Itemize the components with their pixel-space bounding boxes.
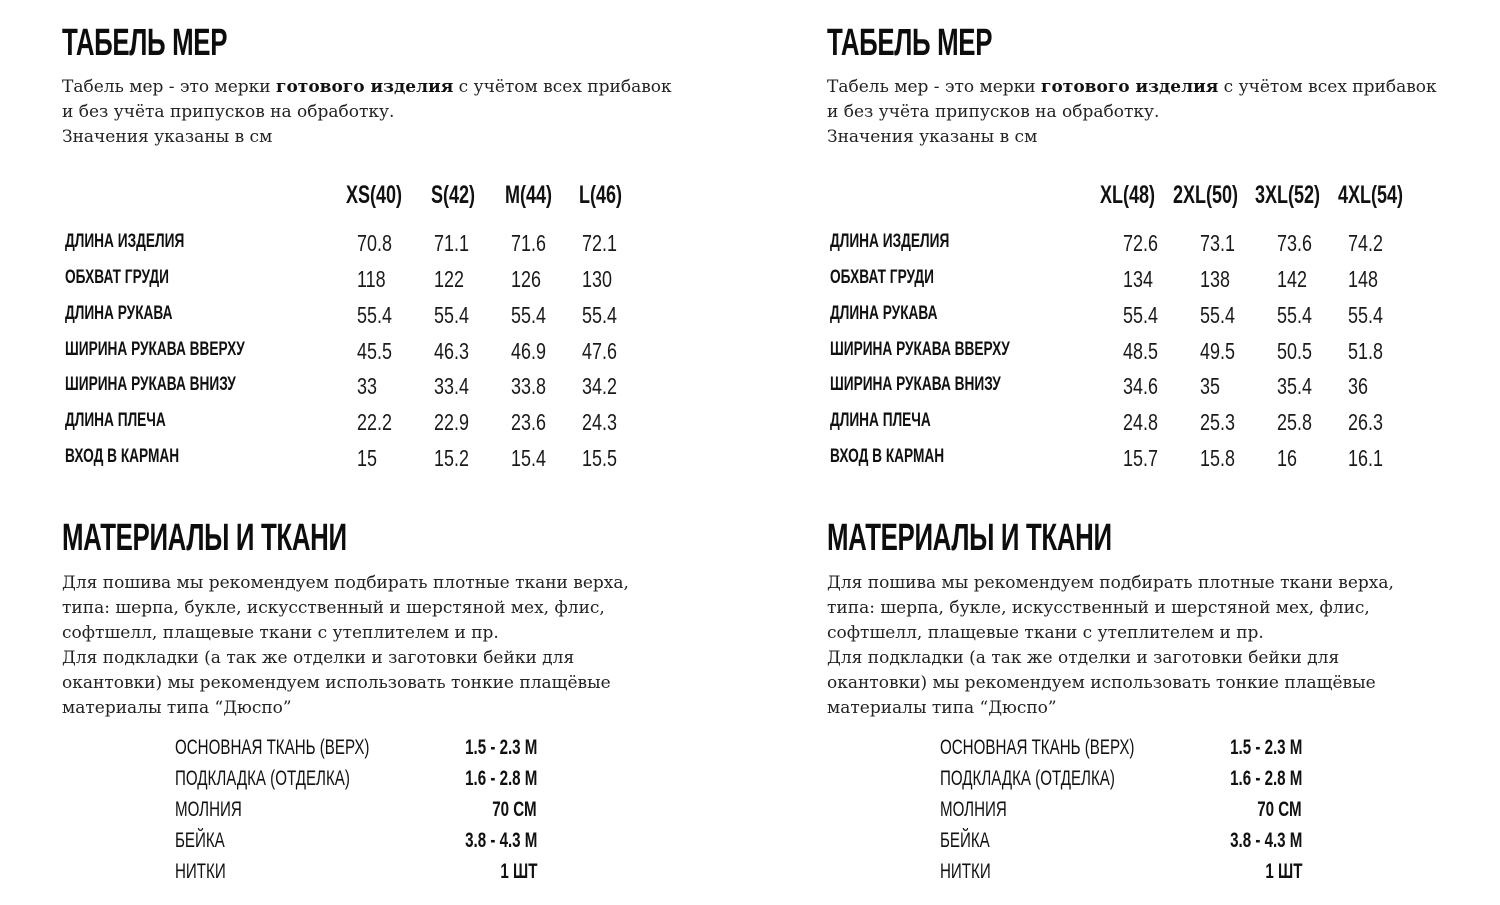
measurement-value: 130 xyxy=(582,266,612,292)
size-chart-panel-right xyxy=(827,0,1500,905)
materials-text-line: софтшелл, плащевые ткани с утеплителем и пр. xyxy=(827,623,1264,643)
size-column-header: 3XL(52) xyxy=(1255,181,1321,209)
size-column-header: 4XL(54) xyxy=(1338,181,1404,209)
materials-text-line: типа: шерпа, букле, искусственный и шерстяной мех, флис, xyxy=(62,598,605,618)
measurement-value: 55.4 xyxy=(1123,302,1158,328)
materials-title: МАТЕРИАЛЫ И ТКАНИ xyxy=(62,517,347,559)
materials-list xyxy=(940,733,1310,893)
intro-text-end: с учётом всех прибавок xyxy=(453,77,672,97)
material-row xyxy=(940,764,1302,794)
measurement-value: 71.1 xyxy=(434,230,469,256)
measurement-value: 148 xyxy=(1348,266,1378,292)
size-chart-intro xyxy=(62,75,672,150)
measurement-label: ШИРИНА РУКАВА ВВЕРХУ xyxy=(830,339,1010,360)
size-column-header: XL(48) xyxy=(1100,181,1156,209)
measurement-value: 16 xyxy=(1277,445,1297,471)
intro-bold-text: готового изделия xyxy=(1041,77,1219,97)
measurement-value: 55.4 xyxy=(1200,302,1235,328)
material-row xyxy=(940,733,1302,763)
material-name: МОЛНИЯ xyxy=(175,798,242,821)
measurement-label: ДЛИНА ПЛЕЧА xyxy=(65,410,166,431)
intro-line-2: и без учёта припусков на обработку. xyxy=(827,102,1160,122)
measurement-value: 71.6 xyxy=(511,230,546,256)
size-chart-panel-left xyxy=(62,0,762,905)
measurement-value: 24.3 xyxy=(582,409,617,435)
material-quantity: 1 ШТ xyxy=(1264,860,1302,883)
material-name: БЕЙКА xyxy=(940,829,990,852)
measurement-label: ДЛИНА ПЛЕЧА xyxy=(830,410,931,431)
measurement-value: 15.8 xyxy=(1200,445,1235,471)
material-name: ПОДКЛАДКА (ОТДЕЛКА) xyxy=(940,767,1115,790)
measurement-value: 70.8 xyxy=(357,230,392,256)
measurement-value: 33.4 xyxy=(434,373,469,399)
material-row xyxy=(175,795,537,825)
materials-text-line: Для пошива мы рекомендуем подбирать плотные ткани верха, xyxy=(827,573,1394,593)
measurement-value: 47.6 xyxy=(582,338,617,364)
size-chart-intro xyxy=(827,75,1437,150)
measurement-value: 16.1 xyxy=(1348,445,1383,471)
measurement-label: ДЛИНА РУКАВА xyxy=(830,303,938,324)
measurement-value: 23.6 xyxy=(511,409,546,435)
measurement-label: ОБХВАТ ГРУДИ xyxy=(65,267,169,288)
intro-text-end: с учётом всех прибавок xyxy=(1218,77,1437,97)
measurement-label: ШИРИНА РУКАВА ВВЕРХУ xyxy=(65,339,245,360)
size-column-header: XS(40) xyxy=(346,181,403,209)
material-name: ПОДКЛАДКА (ОТДЕЛКА) xyxy=(175,767,350,790)
measurement-value: 142 xyxy=(1277,266,1307,292)
intro-text: Табель мер - это мерки xyxy=(62,77,277,97)
measurement-value: 36 xyxy=(1348,373,1368,399)
material-row xyxy=(175,764,537,794)
measurement-label: ВХОД В КАРМАН xyxy=(830,446,945,467)
measurement-label: ВХОД В КАРМАН xyxy=(65,446,180,467)
intro-line-2: и без учёта припусков на обработку. xyxy=(62,102,395,122)
measurement-value: 122 xyxy=(434,266,464,292)
material-quantity: 1.5 - 2.3 М xyxy=(1229,736,1302,759)
measurement-value: 72.1 xyxy=(582,230,617,256)
measurement-value: 33.8 xyxy=(511,373,546,399)
materials-text-line: софтшелл, плащевые ткани с утеплителем и пр. xyxy=(62,623,499,643)
materials-description xyxy=(62,571,629,721)
measurement-value: 138 xyxy=(1200,266,1230,292)
measurement-value: 73.6 xyxy=(1277,230,1312,256)
materials-title: МАТЕРИАЛЫ И ТКАНИ xyxy=(827,517,1112,559)
measurement-value: 24.8 xyxy=(1123,409,1158,435)
material-row xyxy=(940,826,1302,856)
measurement-value: 45.5 xyxy=(357,338,392,364)
material-name: БЕЙКА xyxy=(175,829,225,852)
measurement-value: 55.4 xyxy=(1277,302,1312,328)
material-name: ОСНОВНАЯ ТКАНЬ (ВЕРХ) xyxy=(175,736,370,759)
size-column-header: L(46) xyxy=(579,181,623,209)
measurement-value: 15.2 xyxy=(434,445,469,471)
material-row xyxy=(175,857,537,887)
measurement-value: 51.8 xyxy=(1348,338,1383,364)
size-table xyxy=(62,178,702,478)
measurement-label: ОБХВАТ ГРУДИ xyxy=(830,267,934,288)
measurement-value: 15.4 xyxy=(511,445,546,471)
measurement-value: 46.9 xyxy=(511,338,546,364)
measurement-value: 73.1 xyxy=(1200,230,1235,256)
measurement-value: 55.4 xyxy=(1348,302,1383,328)
material-name: НИТКИ xyxy=(175,860,226,883)
materials-text-line: типа: шерпа, букле, искусственный и шерстяной мех, флис, xyxy=(827,598,1370,618)
material-quantity: 70 СМ xyxy=(1257,798,1302,821)
measurement-value: 50.5 xyxy=(1277,338,1312,364)
material-quantity: 1.6 - 2.8 М xyxy=(1229,767,1302,790)
materials-text-line: материалы типа “Дюспо” xyxy=(827,698,1057,718)
material-quantity: 3.8 - 4.3 М xyxy=(464,829,537,852)
measurement-value: 126 xyxy=(511,266,541,292)
material-row xyxy=(175,826,537,856)
materials-text-line: окантовки) мы рекомендуем использовать тонкие плащёвые xyxy=(827,673,1376,693)
intro-text: Табель мер - это мерки xyxy=(827,77,1042,97)
material-quantity: 3.8 - 4.3 М xyxy=(1229,829,1302,852)
measurement-value: 33 xyxy=(357,373,377,399)
measurement-value: 55.4 xyxy=(582,302,617,328)
material-name: НИТКИ xyxy=(940,860,991,883)
measurement-value: 118 xyxy=(357,266,386,292)
materials-text-line: материалы типа “Дюспо” xyxy=(62,698,292,718)
measurement-value: 35.4 xyxy=(1277,373,1312,399)
material-name: ОСНОВНАЯ ТКАНЬ (ВЕРХ) xyxy=(940,736,1135,759)
size-chart-title: ТАБЕЛЬ МЕР xyxy=(62,22,228,64)
measurement-value: 55.4 xyxy=(511,302,546,328)
measurement-label: ДЛИНА РУКАВА xyxy=(65,303,173,324)
materials-text-line: окантовки) мы рекомендуем использовать тонкие плащёвые xyxy=(62,673,611,693)
measurement-value: 72.6 xyxy=(1123,230,1158,256)
measurement-value: 25.8 xyxy=(1277,409,1312,435)
measurement-value: 26.3 xyxy=(1348,409,1383,435)
material-name: МОЛНИЯ xyxy=(940,798,1007,821)
material-row xyxy=(175,733,537,763)
measurement-value: 55.4 xyxy=(357,302,392,328)
measurement-value: 25.3 xyxy=(1200,409,1235,435)
material-row xyxy=(940,857,1302,887)
measurement-value: 22.9 xyxy=(434,409,469,435)
size-table xyxy=(827,178,1467,478)
measurement-value: 15.7 xyxy=(1123,445,1158,471)
materials-description xyxy=(827,571,1394,721)
measurement-value: 55.4 xyxy=(434,302,469,328)
measurement-label: ШИРИНА РУКАВА ВНИЗУ xyxy=(65,374,236,395)
measurement-value: 49.5 xyxy=(1200,338,1235,364)
material-quantity: 1.6 - 2.8 М xyxy=(464,767,537,790)
intro-bold-text: готового изделия xyxy=(276,77,454,97)
material-row xyxy=(940,795,1302,825)
measurement-label: ШИРИНА РУКАВА ВНИЗУ xyxy=(830,374,1001,395)
measurement-value: 74.2 xyxy=(1348,230,1383,256)
intro-line-3: Значения указаны в см xyxy=(62,127,273,147)
material-quantity: 1 ШТ xyxy=(499,860,537,883)
measurement-value: 134 xyxy=(1123,266,1153,292)
material-quantity: 1.5 - 2.3 М xyxy=(464,736,537,759)
size-chart-title: ТАБЕЛЬ МЕР xyxy=(827,22,993,64)
measurement-value: 35 xyxy=(1200,373,1220,399)
material-quantity: 70 СМ xyxy=(492,798,537,821)
size-column-header: 2XL(50) xyxy=(1173,181,1239,209)
materials-text-line: Для подкладки (а так же отделки и заготовки бейки для xyxy=(827,648,1340,668)
intro-line-3: Значения указаны в см xyxy=(827,127,1038,147)
measurement-value: 48.5 xyxy=(1123,338,1158,364)
measurement-value: 34.2 xyxy=(582,373,617,399)
measurement-label: ДЛИНА ИЗДЕЛИЯ xyxy=(830,231,950,252)
size-column-header: M(44) xyxy=(505,181,553,209)
measurement-value: 15.5 xyxy=(582,445,617,471)
materials-text-line: Для пошива мы рекомендуем подбирать плотные ткани верха, xyxy=(62,573,629,593)
measurement-value: 46.3 xyxy=(434,338,469,364)
materials-list xyxy=(175,733,545,893)
measurement-value: 34.6 xyxy=(1123,373,1158,399)
measurement-label: ДЛИНА ИЗДЕЛИЯ xyxy=(65,231,185,252)
measurement-value: 22.2 xyxy=(357,409,392,435)
size-column-header: S(42) xyxy=(431,181,476,209)
measurement-value: 15 xyxy=(357,445,377,471)
materials-text-line: Для подкладки (а так же отделки и заготовки бейки для xyxy=(62,648,575,668)
